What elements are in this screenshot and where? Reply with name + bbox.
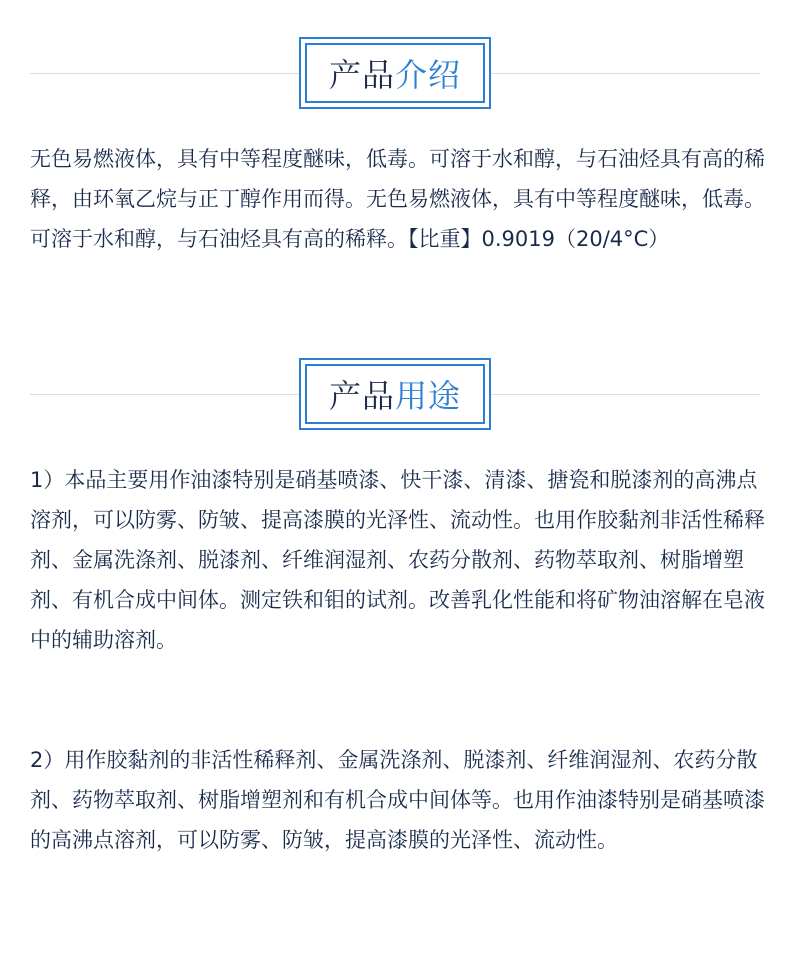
section-title (305, 364, 485, 424)
section-title-box (299, 37, 491, 109)
intro-paragraph: 无色易燃液体，具有中等程度醚味，低毒。可溶于水和醇，与石油烃具有高的稀释，由环氧乙烷与正丁醇作用而得。无色易燃液体，具有中等程度醚味，低毒。可溶于水和醇，与石油烃具有高的稀释。【比重】0.9019（20/4°C） (30, 147, 765, 251)
section-title-box (299, 358, 491, 430)
section-title-accent: 用途 (395, 377, 462, 415)
section-title (305, 43, 485, 103)
section-header-intro (30, 37, 760, 109)
section-title-dark: 产品 (328, 377, 395, 415)
usage-paragraph-1: 1）本品主要用作油漆特别是硝基喷漆、快干漆、清漆、搪瓷和脱漆剂的高沸点溶剂，可以防雾、防皱、提高漆膜的光泽性、流动性。也用作胶黏剂非活性稀释剂、金属洗涤剂、脱漆剂、纤维润湿剂、农药分散剂、药物萃取剂、树脂增塑剂、有机合成中间体。测定铁和钼的试剂。改善乳化性能和将矿物油溶解在皂液中的辅助溶剂。 (30, 468, 765, 652)
section-title-dark: 产品 (328, 56, 395, 94)
usage-paragraph-2: 2）用作胶黏剂的非活性稀释剂、金属洗涤剂、脱漆剂、纤维润湿剂、农药分散剂、药物萃取剂、树脂增塑剂和有机合成中间体等。也用作油漆特别是硝基喷漆的高沸点溶剂，可以防雾、防皱，提高漆膜的光泽性、流动性。 (30, 748, 765, 852)
section-title-accent: 介绍 (395, 56, 462, 94)
section-header-usage (30, 358, 760, 430)
